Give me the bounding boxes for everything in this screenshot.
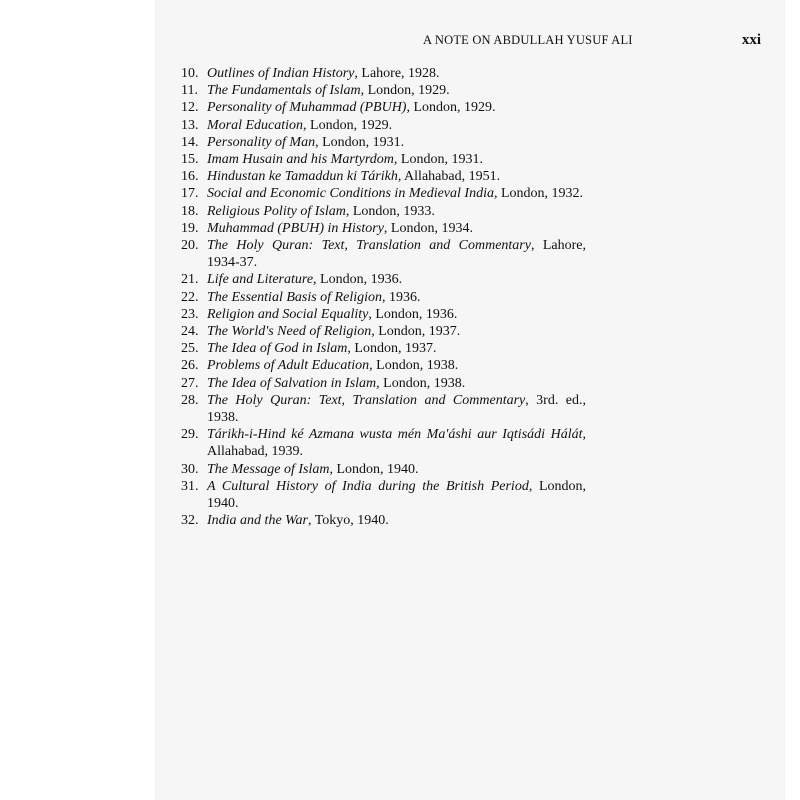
list-item bbox=[181, 323, 586, 340]
entry-text bbox=[207, 271, 586, 288]
list-item bbox=[181, 478, 586, 512]
list-item bbox=[181, 203, 586, 220]
entry-title: The Essential Basis of Religion bbox=[207, 289, 382, 305]
entry-details: , Allahabad, 1951. bbox=[397, 169, 501, 185]
entry-number: 29. bbox=[181, 427, 199, 443]
list-item bbox=[181, 461, 586, 478]
entry-number: 14. bbox=[181, 134, 199, 150]
entry-text bbox=[207, 99, 586, 116]
entry-number: 19. bbox=[181, 220, 199, 236]
list-item bbox=[181, 512, 586, 529]
list-item bbox=[181, 426, 586, 460]
list-item bbox=[181, 375, 586, 392]
entry-text bbox=[207, 461, 586, 478]
list-item bbox=[181, 306, 586, 323]
entry-text bbox=[207, 117, 586, 134]
entry-text bbox=[207, 65, 586, 82]
entry-details: , London, 1934. bbox=[383, 220, 473, 236]
entry-number: 15. bbox=[181, 152, 199, 168]
entry-title: Moral Education bbox=[207, 117, 304, 133]
entry-number: 32. bbox=[181, 513, 199, 529]
entry-text bbox=[207, 392, 586, 426]
entry-title: Personality of Man bbox=[207, 134, 316, 150]
entry-details: , Lahore, 1928. bbox=[354, 66, 440, 81]
entry-text bbox=[207, 426, 586, 460]
entry-number: 27. bbox=[181, 375, 199, 391]
entry-text bbox=[207, 375, 586, 392]
entry-number: 21. bbox=[181, 272, 199, 288]
list-item bbox=[181, 82, 586, 99]
entry-title: Outlines of Indian History bbox=[207, 66, 355, 81]
entry-details: , 1936. bbox=[382, 289, 421, 305]
list-item bbox=[181, 99, 586, 116]
entry-details: , Lahore, 1934-37. bbox=[207, 238, 586, 271]
entry-text bbox=[207, 185, 586, 202]
entry-title: Hindustan ke Tamaddun ki Tárikh bbox=[207, 169, 398, 185]
list-item bbox=[181, 151, 586, 168]
page-number: xxi bbox=[741, 32, 761, 48]
entry-title: Personality of Muhammad (PBUH) bbox=[207, 100, 407, 116]
list-item bbox=[181, 134, 586, 151]
list-item bbox=[181, 220, 586, 237]
entry-number: 20. bbox=[181, 238, 199, 254]
entry-number: 23. bbox=[181, 306, 199, 322]
entry-details: , London, 1929. bbox=[303, 117, 393, 133]
entry-details: , Tokyo, 1940. bbox=[307, 513, 389, 529]
list-item bbox=[181, 117, 586, 134]
entry-number: 22. bbox=[181, 289, 199, 305]
entry-title: The Holy Quran: Text, Translation and Commentary bbox=[207, 238, 531, 254]
entry-text bbox=[207, 357, 586, 374]
entry-details: , 3rd. ed., 1938. bbox=[207, 392, 586, 426]
entry-title: Religion and Social Equality bbox=[207, 306, 369, 322]
entry-text bbox=[207, 289, 586, 306]
entry-details: , London, 1936. bbox=[313, 272, 403, 288]
entry-number: 16. bbox=[181, 169, 199, 185]
entry-details: , Allahabad, 1939. bbox=[207, 427, 586, 460]
entry-title: Imam Husain and his Martyrdom bbox=[207, 152, 394, 168]
entry-details: , London, 1938. bbox=[369, 358, 459, 374]
entry-number: 24. bbox=[181, 324, 199, 340]
entry-text bbox=[207, 478, 586, 512]
list-item bbox=[181, 392, 586, 426]
entry-number: 26. bbox=[181, 358, 199, 374]
entry-title: The Idea of Salvation in Islam bbox=[207, 375, 377, 391]
list-item bbox=[181, 357, 586, 374]
entry-title: Religious Polity of Islam bbox=[207, 203, 346, 219]
entry-title: A Cultural History of India during the British Period bbox=[207, 478, 529, 494]
entry-title: Muhammad (PBUH) in History bbox=[207, 220, 384, 236]
entry-title: The Idea of God in Islam bbox=[207, 341, 348, 357]
entry-details: , London, 1933. bbox=[345, 203, 435, 219]
entry-text bbox=[207, 82, 586, 99]
bibliography-list bbox=[181, 65, 586, 529]
entry-details: , London, 1937. bbox=[347, 341, 437, 357]
running-head: A NOTE ON ABDULLAH YUSUF ALI bbox=[423, 33, 633, 47]
entry-text bbox=[207, 323, 586, 340]
entry-title: Life and Literature bbox=[207, 272, 314, 288]
entry-text bbox=[207, 237, 586, 271]
entry-title: The Holy Quran: Text, Translation and Commentary bbox=[207, 392, 526, 408]
entry-details: , London, 1936. bbox=[368, 306, 458, 322]
entry-details: , London, 1929. bbox=[360, 83, 450, 99]
entry-text bbox=[207, 203, 586, 220]
entry-number: 28. bbox=[181, 392, 199, 408]
entry-number: 10. bbox=[181, 66, 199, 81]
entry-number: 30. bbox=[181, 461, 199, 477]
list-item bbox=[181, 185, 586, 202]
entry-title: The Fundamentals of Islam bbox=[207, 83, 361, 99]
list-item bbox=[181, 237, 586, 271]
entry-title: The World's Need of Religion bbox=[207, 324, 372, 340]
entry-details: , London, 1929. bbox=[406, 100, 496, 116]
list-item bbox=[181, 65, 586, 82]
entry-number: 18. bbox=[181, 203, 199, 219]
entry-details: , London, 1940. bbox=[329, 461, 419, 477]
list-item bbox=[181, 289, 586, 306]
entry-details: , London, 1932. bbox=[493, 186, 584, 202]
entry-number: 12. bbox=[181, 100, 199, 116]
entry-text bbox=[207, 512, 586, 529]
entry-details: , London, 1931. bbox=[315, 134, 405, 150]
entry-number: 25. bbox=[181, 341, 199, 357]
entry-title: Tárikh-i-Hind ké Azmana wusta mén Ma'áshi aur Iqtisádi Hálát bbox=[207, 427, 583, 443]
entry-text bbox=[207, 168, 586, 185]
entry-number: 17. bbox=[181, 186, 199, 202]
entry-title: The Message of Islam bbox=[207, 461, 330, 477]
entry-details: , London, 1938. bbox=[376, 375, 466, 391]
list-item bbox=[181, 168, 586, 185]
entry-title: Problems of Adult Education bbox=[207, 358, 370, 374]
list-item bbox=[181, 271, 586, 288]
page-header bbox=[423, 33, 761, 51]
entry-details: , London, 1931. bbox=[393, 152, 483, 168]
entry-title: Social and Economic Conditions in Medieval India bbox=[207, 186, 494, 202]
entry-title: India and the War bbox=[207, 513, 308, 529]
entry-number: 31. bbox=[181, 478, 199, 494]
entry-number: 13. bbox=[181, 117, 199, 133]
entry-text bbox=[207, 151, 586, 168]
list-item bbox=[181, 340, 586, 357]
entry-text bbox=[207, 220, 586, 237]
entry-text bbox=[207, 340, 586, 357]
entry-text bbox=[207, 306, 586, 323]
entry-text bbox=[207, 134, 586, 151]
entry-number: 11. bbox=[181, 83, 198, 99]
entry-details: , London, 1940. bbox=[207, 478, 586, 512]
entry-details: , London, 1937. bbox=[371, 324, 461, 340]
